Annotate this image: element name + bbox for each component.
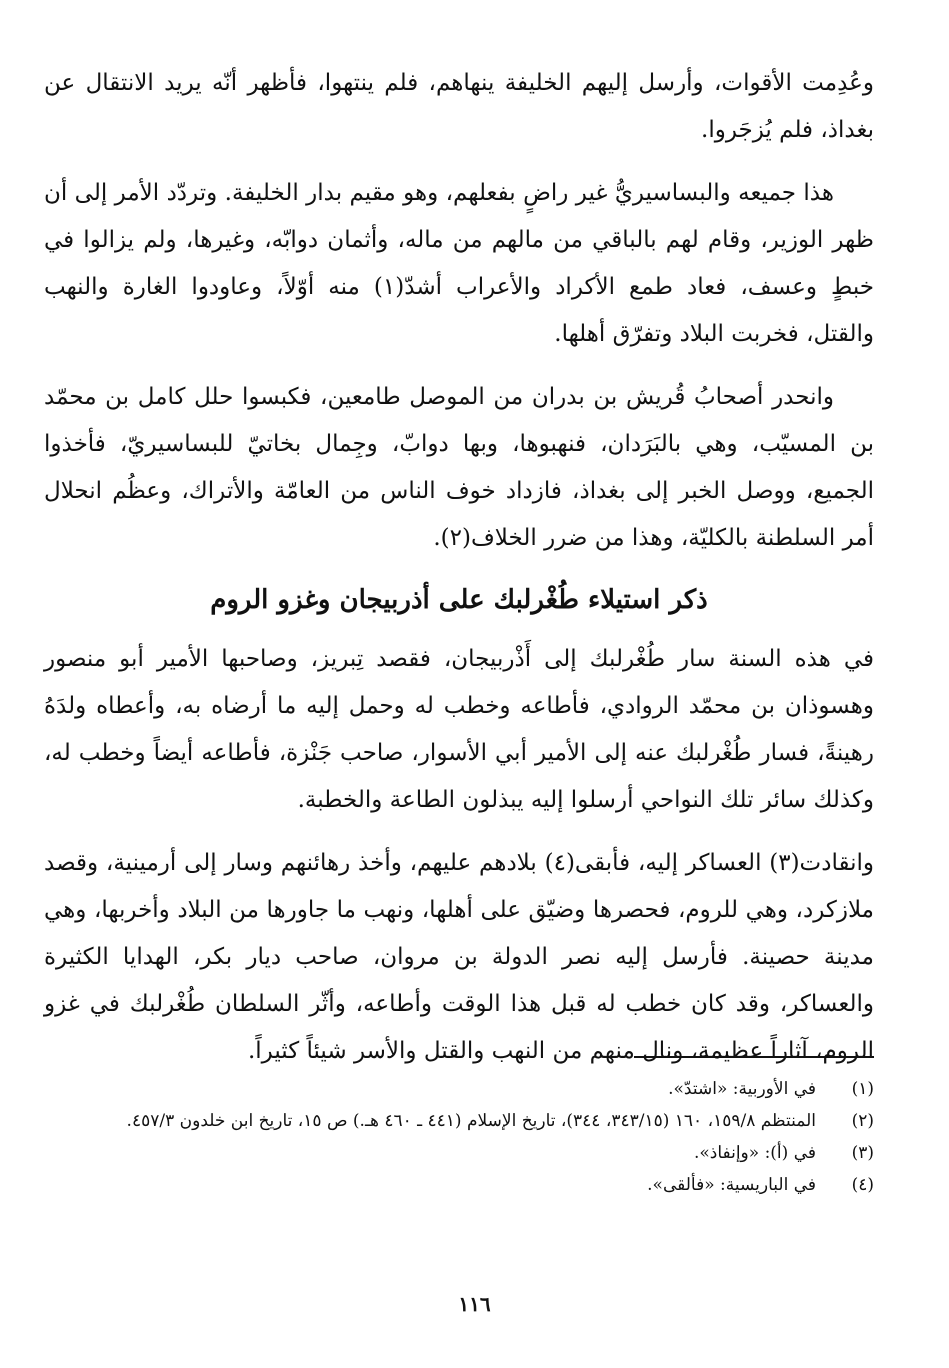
main-text: [44, 60, 874, 1091]
footnotes: [44, 1074, 874, 1202]
footnote-2: [44, 1106, 874, 1136]
paragraph-2: هذا جميعه والبساسيريُّ غير راضٍ بفعلهم، وهو مقيم بدار الخليفة. وتردّد الأمر إلى أن ظهر الوزير، وقام لهم بالباقي من مالهم من ماله، وأثمان دوابّه، وغيرها، ولم يزالوا في خبطٍ وعسف، فعاد طمع الأكراد والأعراب أشدّ(١) منه أوّلاً، وعاودوا الغارة والنهب والقتل، فخربت البلاد وتفرّق أهلها.: [44, 180, 874, 347]
footnote-4: [44, 1170, 874, 1200]
footnote-text: في الأوربية: «اشتدّ».: [668, 1079, 816, 1099]
paragraph-3: وانحدر أصحابُ قُريش بن بدران من الموصل طامعين، فكبسوا حلل كامل بن محمّد بن المسيّب، وهي بالبَرَدان، فنهبوها، وبها دوابّ، وجِمال بخاتيّ للبساسيريّ، فأخذوا الجميع، ووصل الخبر إلى بغداذ، فازداد خوف الناس من العامّة والأتراك، وعظُم انحلال أمر السلطنة بالكليّة، وهذا من ضرر الخلاف(٢).: [44, 384, 874, 551]
page-number: ١١٦: [458, 1292, 491, 1316]
footnote-number: (١): [851, 1079, 874, 1099]
paragraph-4: في هذه السنة سار طُغْرلبك إلى أَذْربيجان، فقصد تِبريز، وصاحبها الأمير أبو منصور وهسوذان بن محمّد الروادي، فأطاعه وخطب له وحمل إليه ما أرضاه به، وأعطاه ولدَهُ رهينةً، فسار طُغْرلبك عنه إلى الأمير أبي الأسوار، صاحب جَنْزة، فأطاعه أيضاً وخطب له، وكذلك سائر تلك النواحي أرسلوا إليه يبذلون الطاعة والخطبة.: [44, 646, 874, 813]
footnote-text: المنتظم ١٥٩/٨، ١٦٠ (٣٤٣/١٥، ٣٤٤)، تاريخ الإسلام (٤٤١ ـ ٤٦٠ هـ.) ص ١٥، تاريخ ابن خلدون ٤٥٧/٣.: [126, 1111, 816, 1131]
footnote-text: في الباريسية: «فألقى».: [647, 1175, 816, 1195]
section-heading: ذكر استيلاء طُغْرلبك على أذربيجان وغزو الروم: [210, 585, 708, 615]
footnote-separator: [634, 1056, 874, 1058]
footnote-1: [44, 1074, 874, 1104]
footnote-number: (٣): [851, 1143, 874, 1163]
footnote-text: في (أ): «وإنفاذ».: [693, 1143, 816, 1163]
footnote-number: (٤): [851, 1175, 874, 1195]
footnote-number: (٢): [851, 1111, 874, 1131]
paragraph-5: وانقادت(٣) العساكر إليه، فأبقى(٤) بلادهم عليهم، وأخذ رهائنهم وسار إلى أرمينية، وقصد ملازكرد، وهي للروم، فحصرها وضيّق على أهلها، ونهب ما جاورها من البلاد وأخربها، وهي مدينة حصينة. فأرسل إليه نصر الدولة بن مروان، صاحب ديار بكر، الهدايا الكثيرة والعساكر، وقد كان خطب له قبل هذا الوقت وأطاعه، وأثّر السلطان طُغْرلبك في غزو الروم، آثاراً عظيمة، ونال منهم من النهب والقتل والأسر شيئاً كثيراً.: [44, 850, 874, 1064]
footnote-3: [44, 1138, 874, 1168]
paragraph-1: وعُدِمت الأقوات، وأرسل إليهم الخليفة ينهاهم، فلم ينتهوا، فأظهر أنّه يريد الانتقال عن بغداذ، فلم يُزجَروا.: [44, 70, 874, 143]
